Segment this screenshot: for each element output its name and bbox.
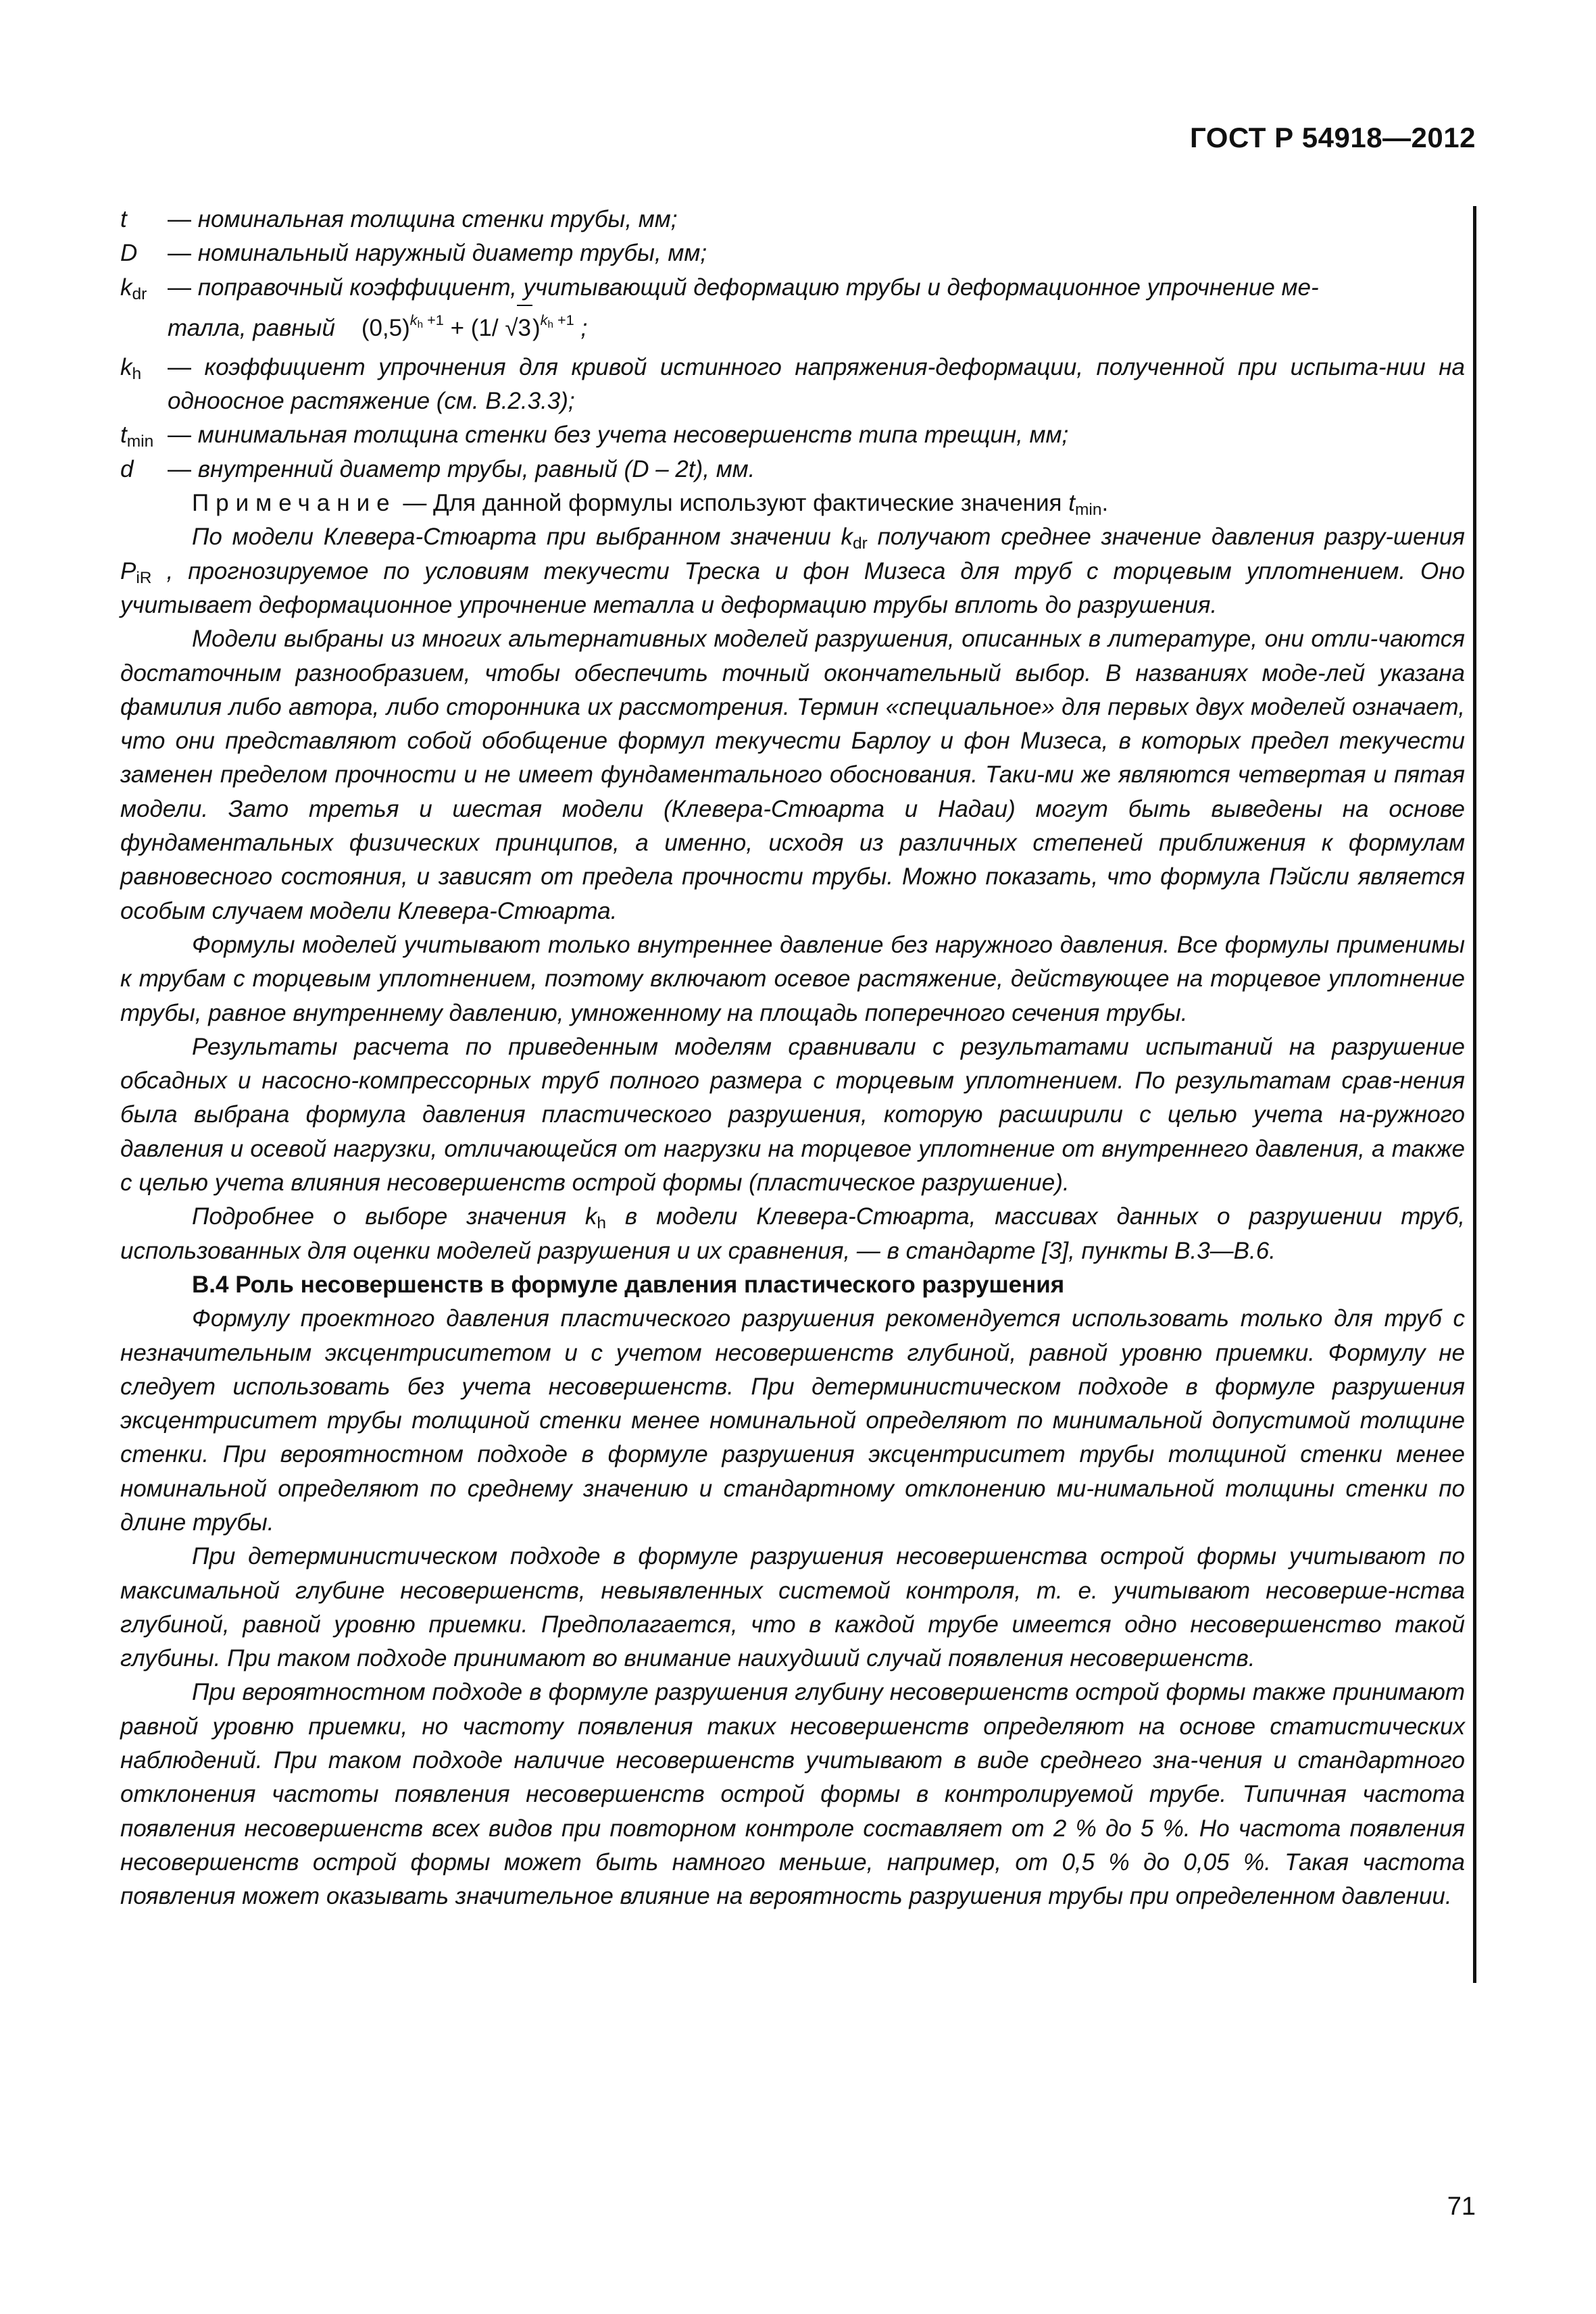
definition-symbol: $k_{dr}$ [120, 274, 147, 303]
definition-kdr: $k_{dr}$ — поправочный коэффициент, учитывающий деформацию трубы и деформационное упрочнение ме- талла, равный $(0,5)^{k_h +1} + (1/$ √3)$^{k_h +1}$ ; [120, 271, 1465, 351]
page-number: 71 [1447, 2192, 1476, 2221]
standard-header: ГОСТ Р 54918—2012 [1190, 122, 1476, 153]
definition-symbol: $t_{min}$ [120, 422, 154, 451]
definition-text: коэффициент упрочнения для кривой истинного напряжения-деформации, полученной при испыта-нии на одноосное растяжение (см. В.2.3.3); [168, 353, 1465, 415]
definition-text: номинальная толщина стенки трубы, мм; [197, 206, 678, 232]
note: Примечание — Для данной формулы используют фактические значения $t_{min}$. [192, 490, 1109, 520]
paragraph: При детерминистическом подходе в формуле разрушения несовершенства острой формы учитывают по максимальной глубине несовершенств, невыявленных системой контроля, т. е. учитывают несоверше-нства глубиной, равной уровню приемки. Предполагается, что в каждой трубе имеется одно несовершенство такой глубины. При таком подходе принимают во внимание наихудший случай появления несовершенств. [120, 1543, 1465, 1672]
paragraph: По модели Клевера-Стюарта при выбранном значении $k_{dr}$ получают среднее значение давления разру-шения $P_{iR}$ , прогнозируемое по условиям текучести Треска и фон Мизеса для труб с торцевым уплотнением. Оно учитывает деформационное упрочнение металла и деформацию трубы вплоть до разрушения. [120, 524, 1465, 618]
page-content [120, 203, 1465, 1914]
definition-tmin: $t_{min}$ — минимальная толщина стенки без учета несовершенств типа трещин, мм; [120, 418, 1465, 452]
paragraph: Результаты расчета по приведенным моделям сравнивали с результатами испытаний на разрушение обсадных и насосно-компрессорных труб полного размера с торцевым уплотнением. По результатам срав-нения была выбрана формула давления пластического разрушения, которую расширили с целью учета на-ружного давления и осевой нагрузки, отличающейся от нагрузки на торцевое уплотнение от внутреннего давления, а также с целью учета влияния несовершенств острой формы (пластическое разрушение). [120, 1033, 1465, 1197]
section-heading: В.4 Роль несовершенств в формуле давления пластического разрушения [192, 1271, 1065, 1298]
definition-symbol: t [120, 206, 127, 232]
definition-text: номинальный наружный диаметр трубы, мм; [197, 240, 707, 267]
definition-text: поправочный коэффициент, учитывающий деформацию трубы и деформационное упрочнение ме- [197, 274, 1319, 301]
paragraph: Формулы моделей учитывают только внутреннее давление без наружного давления. Все формулы применимы к трубам с торцевым уплотнением, поэтому включают осевое растяжение, действующее на торцевое уплотнение трубы, равное внутреннему давлению, умноженному на площадь поперечного сечения трубы. [120, 931, 1465, 1026]
paragraph: Подробнее о выборе значения $k_h$ в модели Клевера-Стюарта, массивах данных о разрушении труб, использованных для оценки моделей разрушения и их сравнения, — в стандарте [3], пункты В.3—В.6. [120, 1203, 1465, 1264]
definition-text: внутренний диаметр трубы, равный (D – 2t), мм. [197, 455, 755, 482]
definition-symbol: D [120, 240, 138, 267]
definition-t: t — номинальная толщина стенки трубы, мм; [120, 203, 1465, 236]
change-bar [1473, 206, 1476, 1983]
definition-text: минимальная толщина стенки без учета несовершенств типа трещин, мм; [197, 422, 1069, 449]
definition-symbol: d [120, 455, 134, 482]
formula-line: талла, равный $(0,5)^{k_h +1} + (1/$ √3)$^{k_h +1}$ ; [168, 305, 1465, 351]
definition-kh: $k_h$ — коэффициент упрочнения для кривой истинного напряжения-деформации, полученной при испыта-нии на одноосное растяжение (см. В.2.3.3); [120, 351, 1465, 419]
note-label: Примечание [192, 490, 397, 517]
definition-d: d — внутренний диаметр трубы, равный (D – 2t), мм. [120, 453, 1465, 486]
paragraph: Формулу проектного давления пластического разрушения рекомендуется использовать только для труб с незначительным эксцентриситетом и с учетом несовершенств глубиной, равной уровню приемки. Формулу не следует использовать без учета несовершенств. При детерминистическом подходе в формуле разрушения эксцентриситет трубы толщиной стенки менее номинальной определяют по минимальной допустимой толщине стенки. При вероятностном подходе в формуле разрушения эксцентриситет трубы толщиной стенки менее номинальной определяют по среднему значению и стандартному отклонению ми-нимальной толщины стенки по длине трубы. [120, 1305, 1465, 1536]
paragraph: Модели выбраны из многих альтернативных моделей разрушения, описанных в литературе, они отли-чаются достаточным разнообразием, чтобы обеспечить точный окончательный выбор. В названиях моде-лей указана фамилия либо автора, либо сторонника их рассмотрения. Термин «специальное» для первых двух моделей означает, что они представляют собой обобщение формул текучести Барлоу и фон Мизеса, в которых предел текучести заменен пределом прочности и не имеет фундаментального обоснования. Таки-ми же являются четвертая и пятая модели. Зато третья и шестая модели (Клевера-Стюарта и Надаи) могут быть выведены на основе фундаментальных физических принципов, а именно, исходя из различных степеней приближения к формулам равновесного состояния, и зависят от предела прочности трубы. Можно показать, что формула Пэйсли является особым случаем модели Клевера-Стюарта. [120, 626, 1465, 924]
definition-D: D — номинальный наружный диаметр трубы, мм; [120, 236, 1465, 270]
definition-symbol: $k_h$ [120, 353, 142, 383]
paragraph: При вероятностном подходе в формуле разрушения глубину несовершенств острой формы также принимают равной уровню приемки, но частоту появления таких несовершенств определяют на основе статистических наблюдений. При таком подходе наличие несовершенств учитывают в виде среднего зна-чения и стандартного отклонения частоты появления несовершенств острой формы в контролируемой трубе. Типичная частота появления несовершенств всех видов при повторном контроле составляет от 2 % до 5 %. Но частота появления несовершенств острой формы может быть намного меньше, например, от 0,5 % до 0,05 %. Такая частота появления может оказывать значительное влияние на вероятность разрушения трубы при определенном давлении. [120, 1679, 1465, 1910]
